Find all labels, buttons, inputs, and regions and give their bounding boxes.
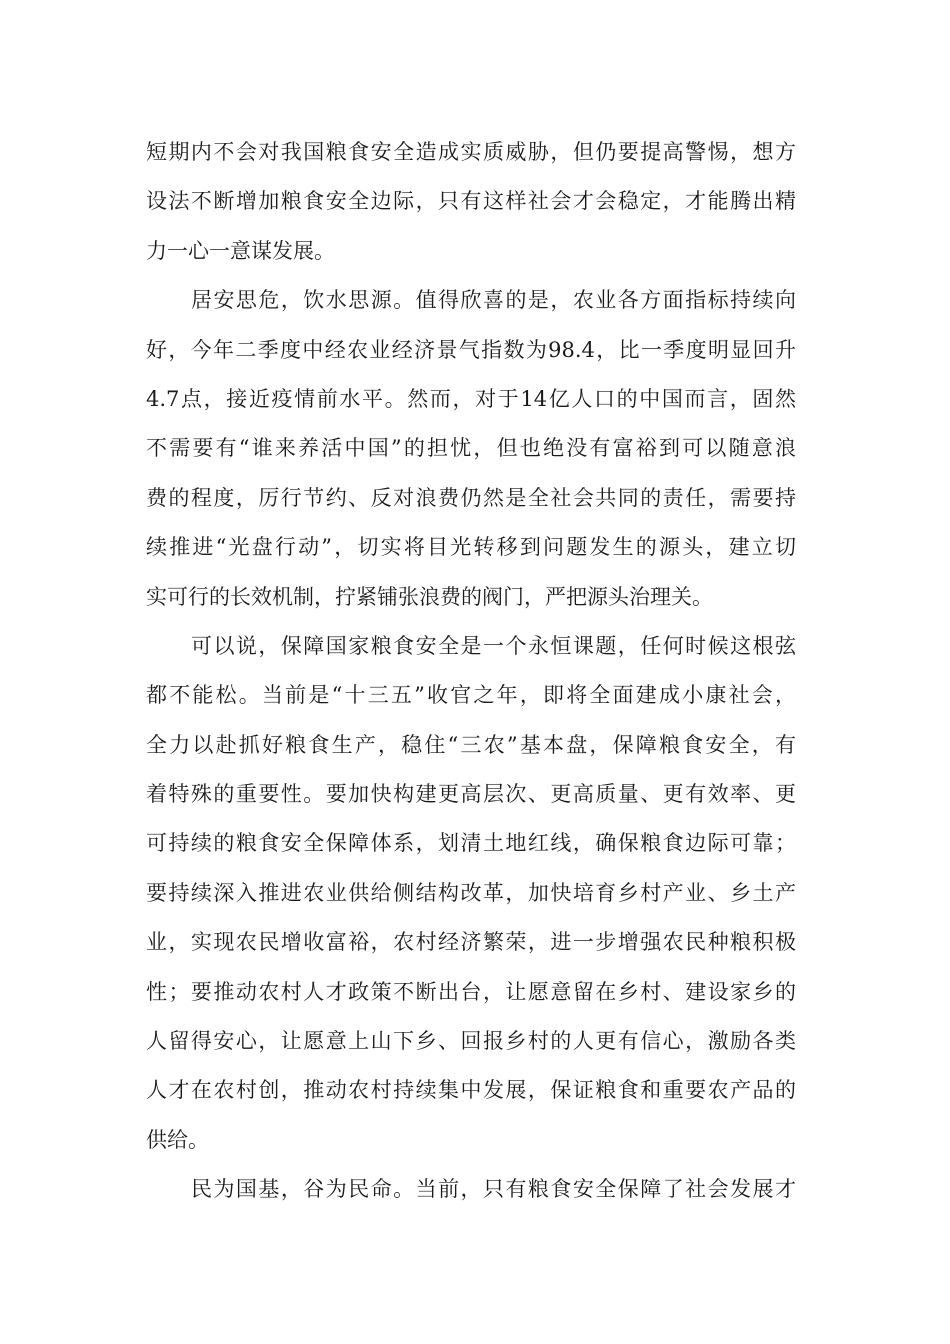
text-line: 居安思危，饮水思源。值得欣喜的是，农业各方面指标持续向	[191, 288, 796, 313]
text-line: 费的程度，厉行节约、反对浪费仍然是全社会共同的责任，需要持	[146, 485, 796, 510]
text-line: 设法不断增加粮食安全边际，只有这样社会才会稳定，才能腾出精	[146, 189, 796, 214]
text-line: 4.7点，接近疫情前水平。然而，对于14亿人口的中国而言，固然	[146, 386, 796, 411]
text-line: 不需要有“谁来养活中国”的担忧，但也绝没有富裕到可以随意浪	[146, 436, 796, 461]
text-line: 力一心一意谋发展。	[146, 238, 335, 263]
text-line: 都不能松。当前是“十三五”收官之年，即将全面建成小康社会，	[146, 683, 796, 708]
text-line: 要持续深入推进农业供给侧结构改革，加快培育乡村产业、乡土产	[146, 880, 796, 905]
text-line: 人留得安心，让愿意上山下乡、回报乡村的人更有信心，激励各类	[146, 1029, 796, 1054]
text-line: 民为国基，谷为民命。当前，只有粮食安全保障了社会发展才	[191, 1177, 796, 1202]
text-line: 实可行的长效机制，拧紧铺张浪费的阀门，严把源头治理关。	[146, 584, 713, 609]
paragraph	[146, 622, 796, 1165]
paragraph	[146, 1165, 796, 1214]
body-text	[146, 128, 796, 1215]
text-line: 好，今年二季度中经农业经济景气指数为98.4，比一季度明显回升	[146, 337, 796, 362]
text-line: 续推进“光盘行动”，切实将目光转移到问题发生的源头，建立切	[146, 535, 796, 560]
paragraph	[146, 128, 796, 276]
text-line: 可以说，保障国家粮食安全是一个永恒课题，任何时候这根弦	[191, 633, 796, 658]
text-line: 人才在农村创，推动农村持续集中发展，保证粮食和重要农产品的	[146, 1078, 796, 1103]
text-line: 业，实现农民增收富裕，农村经济繁荣，进一步增强农民种粮积极	[146, 930, 796, 955]
text-line: 全力以赴抓好粮食生产，稳住“三农”基本盘，保障粮食安全，有	[146, 732, 796, 757]
text-line: 性；要推动农村人才政策不断出台，让愿意留在乡村、建设家乡的	[146, 979, 796, 1004]
text-line: 可持续的粮食安全保障体系，划清土地红线，确保粮食边际可靠；	[146, 831, 796, 856]
text-line: 供给。	[146, 1127, 209, 1152]
text-line: 着特殊的重要性。要加快构建更高层次、更高质量、更有效率、更	[146, 782, 796, 807]
paragraph	[146, 276, 796, 622]
text-line: 短期内不会对我国粮食安全造成实质威胁，但仍要提高警惕，想方	[146, 140, 796, 164]
